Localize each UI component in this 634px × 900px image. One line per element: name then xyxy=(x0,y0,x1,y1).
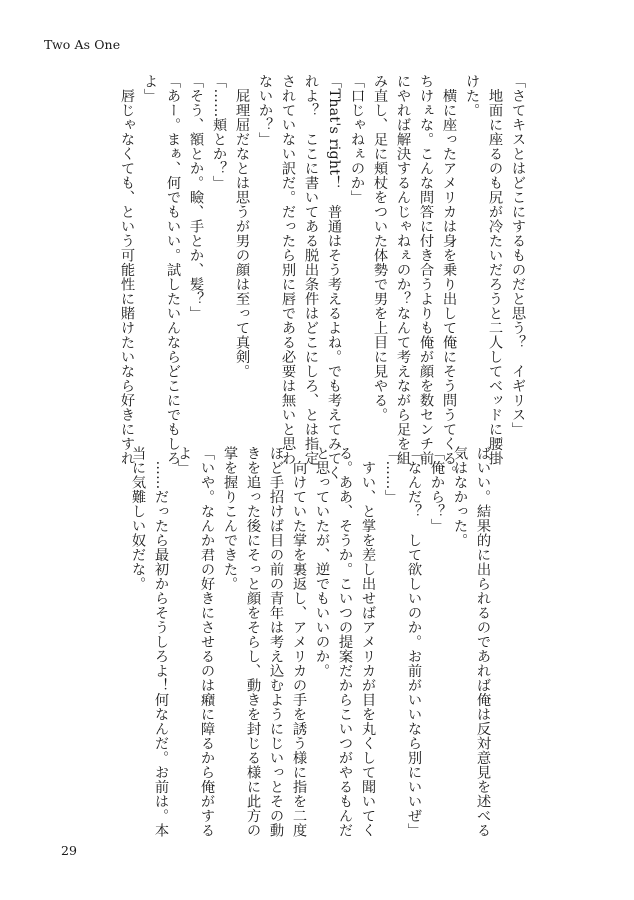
text-line: 「なんだ？ して欲しいのか。お前がいいなら別にいいぜ」 xyxy=(406,446,422,838)
text-line: 「口じゃねぇのか」 xyxy=(349,74,365,205)
text-line: 「あー。まぁ、何でもいい。試したいんならどこにでもしろ xyxy=(165,74,181,466)
text-line: よ」 xyxy=(142,74,158,103)
text-line: 「……」 xyxy=(383,446,399,504)
text-line: ちけぇな。こんな問答に付き合うよりも俺が顔を数センチ前 xyxy=(418,74,434,466)
text-line: 唇じゃなくても、という可能性に賭けたいなら好きにすれ xyxy=(119,74,135,466)
text-line: 地面に座るのも尻が冷たいだろうと二人してベッドに腰掛 xyxy=(487,74,503,466)
text-line: 「俺から？」 xyxy=(429,446,445,533)
text-line: きを追った後にそっと顔をそらし、動きを封じる様に此方の xyxy=(245,446,261,838)
text-line: よ」 xyxy=(176,446,192,475)
upper-text-block xyxy=(115,74,529,480)
text-line: 「That's right！ 普通はそう考えるよね。でも考えてみてく xyxy=(326,74,342,480)
page-number: 29 xyxy=(61,843,77,858)
text-line: 「さてキスとはどこにするものだと思う？ イギリス」 xyxy=(510,74,526,437)
text-line: と思っていたが、逆でもいいのか。 xyxy=(314,446,330,678)
lower-text-block xyxy=(126,446,494,838)
text-line: 横に座ったアメリカは身を乗り出して俺にそう問うてくる。 xyxy=(441,74,457,480)
text-line: ……だったら最初からそうしろよ！何なんだ。お前は。本 xyxy=(153,446,169,838)
text-line: 向けていた掌を裏返し、アメリカの手を誘う様に指を二度 xyxy=(291,446,307,838)
text-line: れよ？ ここに書いてある脱出条件はどこにしろ、とは指定 xyxy=(303,74,319,466)
running-head: Two As One xyxy=(44,37,121,52)
text-line: ないか？」 xyxy=(257,74,273,147)
text-line: 気はなかった。 xyxy=(452,446,468,548)
text-line: けた。 xyxy=(464,74,480,118)
text-line: る。ああ、そうか。こいつの提案だからこいつがやるもんだ xyxy=(337,446,353,838)
text-line: されていない訳だ。だったら別に唇である必要は無いと思わ xyxy=(280,74,296,466)
text-line: 「いや。なんか君の好きにさせるのは癪に障るから俺がする xyxy=(199,446,215,838)
text-line: 「……頬とか？」 xyxy=(211,74,227,190)
text-line: 掌を握りこんできた。 xyxy=(222,446,238,591)
text-line: ほど手招けば目の前の青年は考え込むようにじいっとその動 xyxy=(268,446,284,838)
text-line: すい、と掌を差し出せばアメリカが目を丸くして聞いてく xyxy=(360,446,376,838)
text-line: 屁理屈だなとは思うが男の顔は至って真剣。 xyxy=(234,74,250,379)
text-line: ばいい。結果的に出られるのであれば俺は反対意見を述べる xyxy=(475,446,491,838)
text-line: 当に気難しい奴だな。 xyxy=(130,446,146,591)
text-line: 「そう、額とか。瞼、手とか、髪？」 xyxy=(188,74,204,321)
text-line: み直し、足に頬杖をついた体勢で男を上目に見やる。 xyxy=(372,74,388,422)
text-line: にやれば解決するんじゃねぇのか？なんて考えながら足を組 xyxy=(395,74,411,466)
